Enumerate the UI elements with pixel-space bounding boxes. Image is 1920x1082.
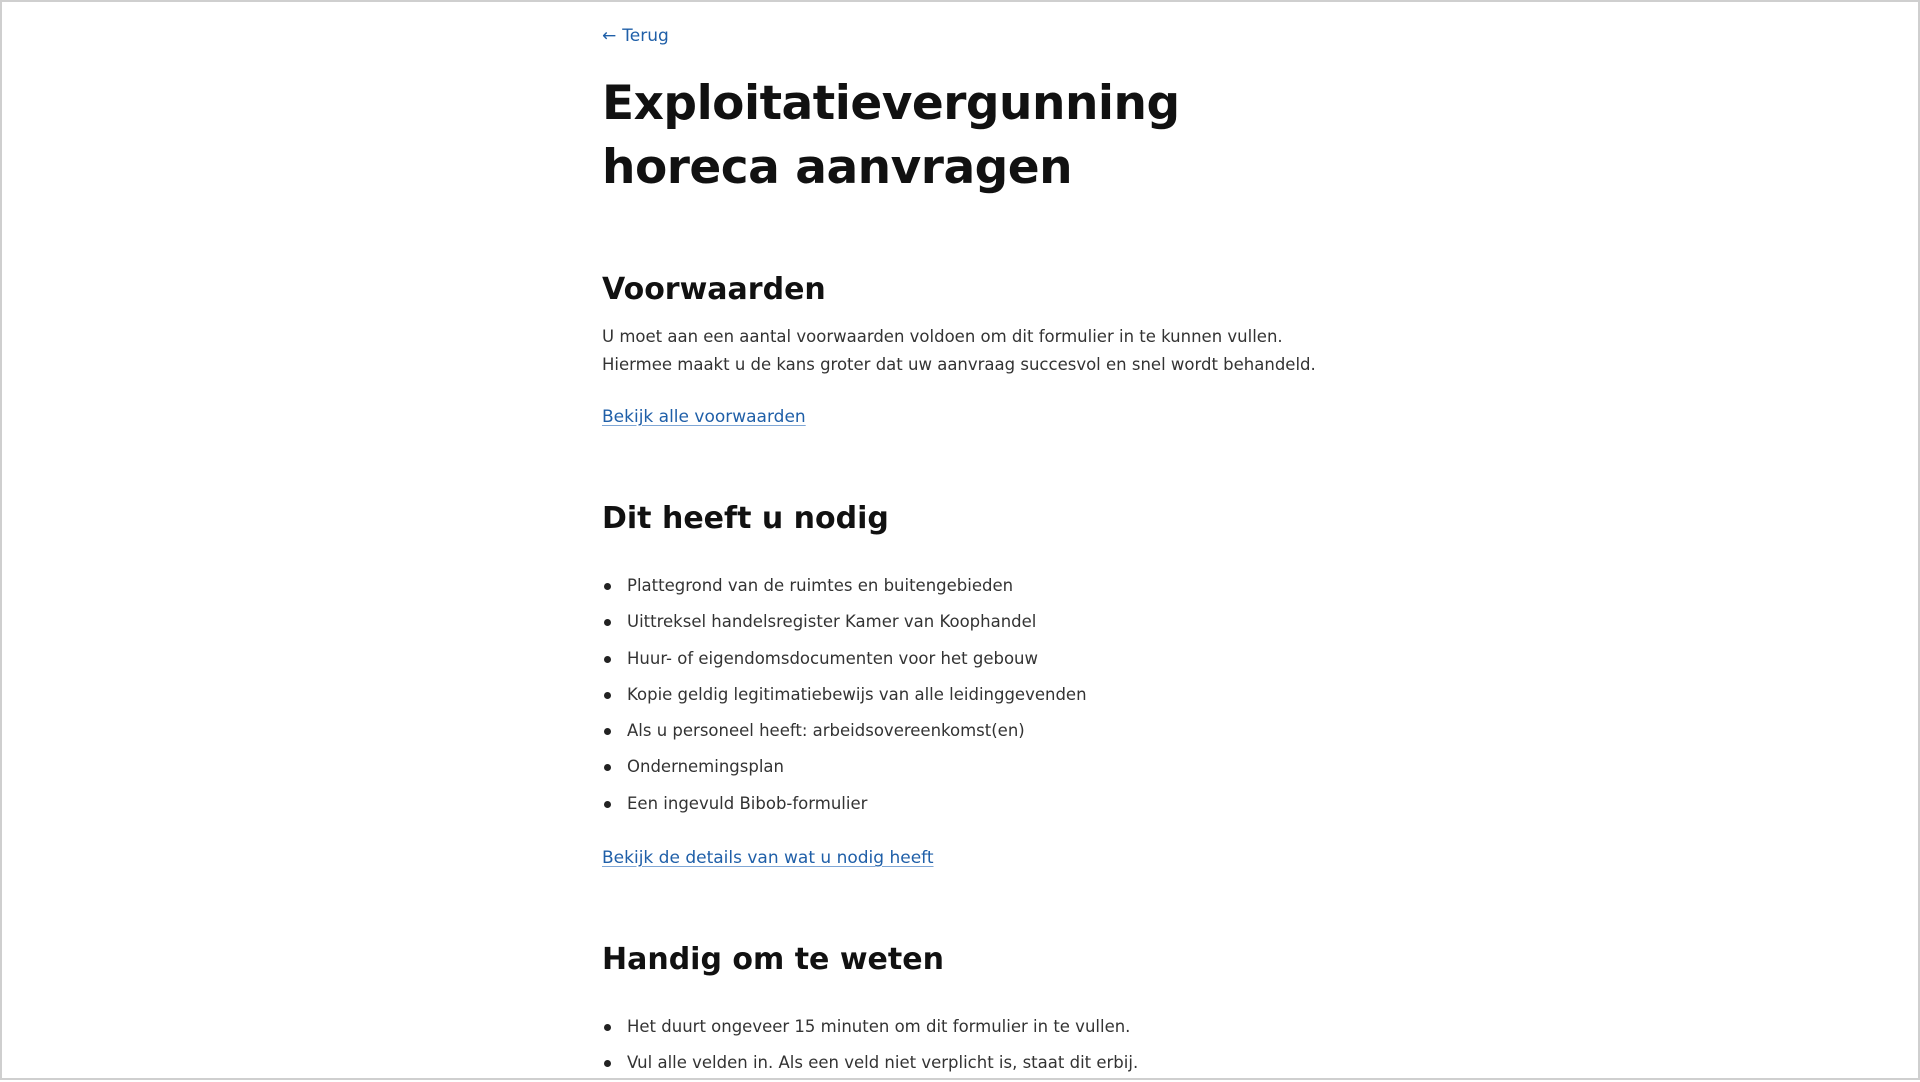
nodig-details-link[interactable]: Bekijk de details van wat u nodig heeft [602,848,934,868]
bullet-icon [604,692,611,699]
handig-list [602,1009,1138,1082]
list-item: Vul alle velden in. Als een veld niet verplicht is, staat dit erbij. [602,1045,1138,1081]
voorwaarden-line-1: U moet aan een aantal voorwaarden voldoen om dit formulier in te kunnen vullen. [602,327,1283,346]
section-heading-nodig: Dit heeft u nodig [602,501,889,536]
voorwaarden-paragraph [602,323,1362,379]
list-item: Het duurt ongeveer 15 minuten om dit formulier in te vullen. [602,1009,1138,1045]
bullet-icon [604,728,611,735]
section-heading-handig: Handig om te weten [602,942,944,977]
bullet-icon [604,801,611,808]
bullet-icon [604,583,611,590]
bullet-icon [604,656,611,663]
list-item: Ondernemingsplan [602,749,1087,785]
bullet-icon [604,1060,611,1067]
page-title: Exploitatievergunning horeca aanvragen [602,76,1180,195]
arrow-left-icon: ← [602,26,617,46]
list-item: Huur- of eigendomsdocumenten voor het gebouw [602,641,1087,677]
voorwaarden-link[interactable]: Bekijk alle voorwaarden [602,407,806,427]
list-item: Plattegrond van de ruimtes en buitengebieden [602,568,1087,604]
list-item: Als u personeel heeft: arbeidsovereenkomst(en) [602,713,1087,749]
list-item: Kopie geldig legitimatiebewijs van alle leidinggevenden [602,677,1087,713]
bullet-icon [604,619,611,626]
bullet-icon [604,764,611,771]
list-item: Een ingevuld Bibob-formulier [602,786,1087,822]
bullet-icon [604,1024,611,1031]
back-link[interactable] [602,26,669,46]
section-heading-voorwaarden: Voorwaarden [602,272,826,307]
list-item: Uittreksel handelsregister Kamer van Koophandel [602,604,1087,640]
voorwaarden-line-2: Hiermee maakt u de kans groter dat uw aanvraag succesvol en snel wordt behandeld. [602,355,1316,374]
back-label: Terug [622,26,669,46]
nodig-list [602,568,1087,822]
